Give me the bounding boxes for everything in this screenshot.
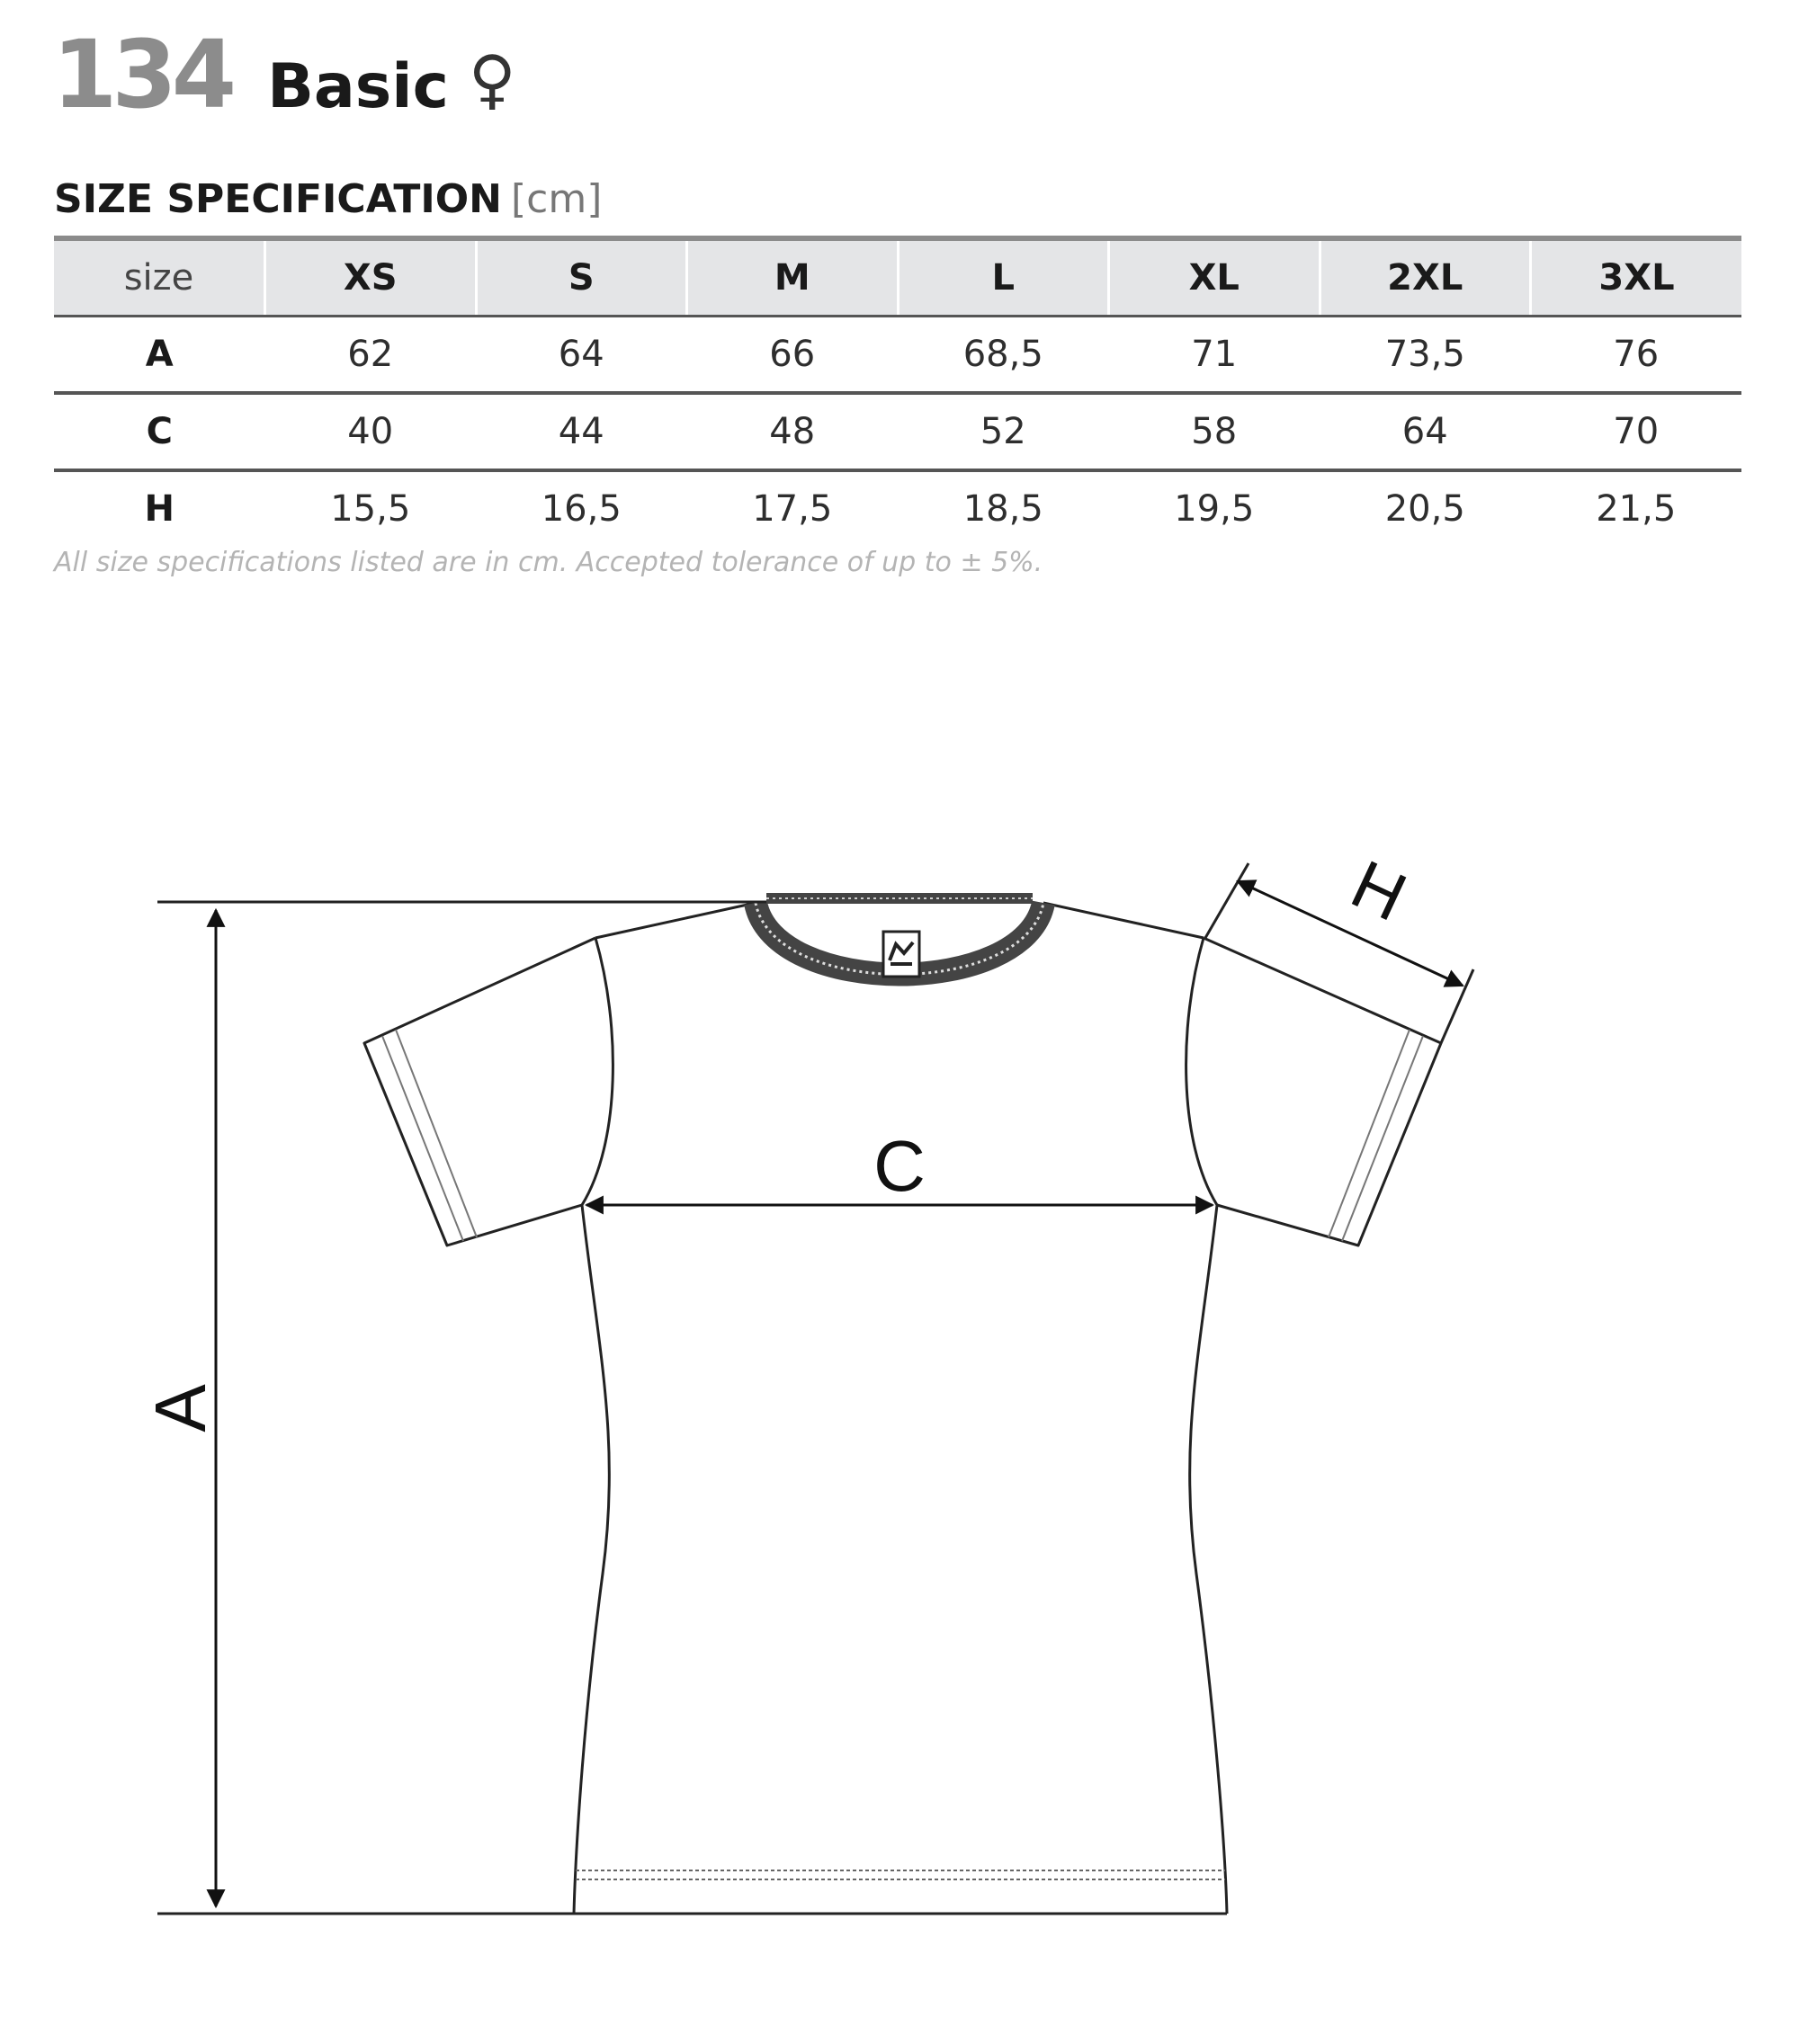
measurement-h-label: H <box>1339 845 1418 937</box>
table-cell: 44 <box>476 393 687 470</box>
section-title-unit: [cm] <box>510 176 603 222</box>
table-cell: 62 <box>265 317 477 394</box>
section-title-text: SIZE SPECIFICATION <box>54 176 502 222</box>
header-cell-size: size <box>54 238 265 317</box>
table-cell: 52 <box>898 393 1109 470</box>
table-cell: 70 <box>1531 393 1742 470</box>
header-cell: XL <box>1109 238 1320 317</box>
measurement-c-label: C <box>873 1126 926 1206</box>
tshirt-outline <box>364 903 1441 1914</box>
measurement-a <box>140 902 766 1914</box>
header-cell: XS <box>265 238 477 317</box>
header-cell: 3XL <box>1531 238 1742 317</box>
table-header-row <box>54 238 1741 317</box>
tolerance-note: All size specifications listed are in cm. Accepted tolerance of up to ± 5%. <box>54 547 1043 578</box>
table-cell: 40 <box>265 393 477 470</box>
measurement-h <box>1205 846 1473 1043</box>
table-cell: 64 <box>476 317 687 394</box>
table-cell: 68,5 <box>898 317 1109 394</box>
table-cell: 20,5 <box>1384 488 1465 530</box>
table-row <box>54 317 1741 394</box>
female-symbol-icon: ♀ <box>468 41 516 117</box>
row-label: C <box>54 393 265 470</box>
table-cell: 58 <box>1109 393 1320 470</box>
table-row <box>54 393 1741 470</box>
table-cell: 21,5 <box>1596 488 1677 530</box>
table-cell: 18,5 <box>962 488 1043 530</box>
model-name: Basic <box>267 51 449 122</box>
table-cell: 76 <box>1531 317 1742 394</box>
section-title <box>54 176 602 222</box>
table-cell: 16,5 <box>541 488 622 530</box>
table-cell: 15,5 <box>330 488 411 530</box>
table-cell: 19,5 <box>1174 488 1255 530</box>
model-number: 134 <box>52 20 232 129</box>
header-cell: M <box>687 238 899 317</box>
table-row <box>54 470 1741 546</box>
row-label: A <box>54 317 265 394</box>
product-header <box>52 20 516 128</box>
table-cell: 64 <box>1320 393 1531 470</box>
table-cell: 17,5 <box>752 488 833 530</box>
header-cell: L <box>898 238 1109 317</box>
table-cell: 71 <box>1109 317 1320 394</box>
measurement-c <box>586 1126 1213 1206</box>
tshirt-measurement-diagram <box>0 809 1799 2044</box>
header-cell: 2XL <box>1320 238 1531 317</box>
table-cell: 66 <box>687 317 899 394</box>
table-cell: 48 <box>687 393 899 470</box>
measurement-a-label: A <box>140 1384 220 1433</box>
row-label: H <box>144 488 175 530</box>
header-cell: S <box>476 238 687 317</box>
table-cell: 73,5 <box>1320 317 1531 394</box>
hem-stitching <box>576 1870 1225 1879</box>
size-spec-table <box>54 236 1741 546</box>
brand-label-icon <box>883 932 919 977</box>
